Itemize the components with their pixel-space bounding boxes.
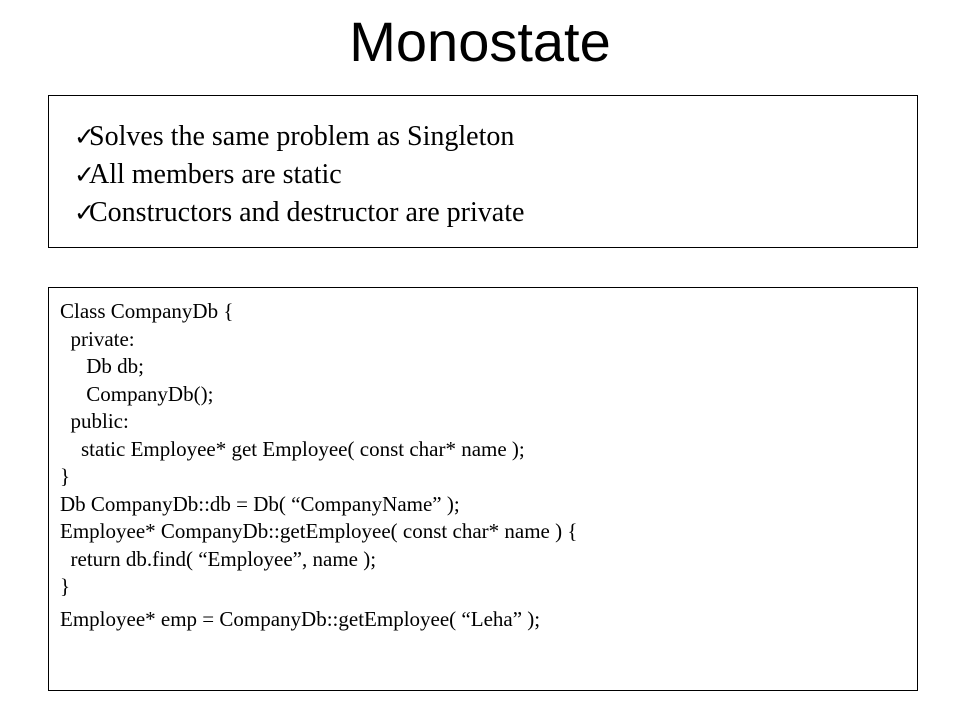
code-line: Class CompanyDb {: [60, 299, 234, 323]
code-line: public:: [60, 409, 129, 433]
code-line: Db db;: [60, 354, 144, 378]
code-line: }: [60, 574, 71, 598]
check-icon: ✓: [74, 160, 95, 189]
code-line: private:: [60, 326, 135, 351]
bullet-text: Constructors and destructor are private: [89, 197, 525, 228]
bullet-list: [49, 96, 917, 232]
check-icon: ✓: [74, 122, 95, 151]
bullet-item: [74, 156, 917, 194]
code-line: Db CompanyDb::db = Db( “CompanyName” );: [60, 491, 460, 516]
code-line: CompanyDb();: [60, 381, 214, 406]
bullet-item: [74, 118, 917, 156]
code-listing: [49, 288, 917, 633]
check-icon: ✓: [74, 198, 95, 227]
code-line: Employee* CompanyDb::getEmployee( const char* name ) {: [60, 519, 578, 543]
code-line: }: [60, 464, 71, 488]
bullet-item: [74, 194, 917, 232]
page-title: Monostate: [349, 10, 611, 73]
bullet-text: Solves the same problem as Singleton: [89, 121, 515, 152]
bullet-box: [48, 95, 918, 248]
code-line: Employee* emp = CompanyDb::getEmployee( “Leha” );: [60, 606, 541, 631]
code-line: return db.find( “Employee”, name );: [60, 546, 377, 571]
bullet-text: All members are static: [89, 159, 342, 190]
code-line: static Employee* get Employee( const char* name );: [60, 436, 525, 461]
code-box: [48, 287, 918, 691]
